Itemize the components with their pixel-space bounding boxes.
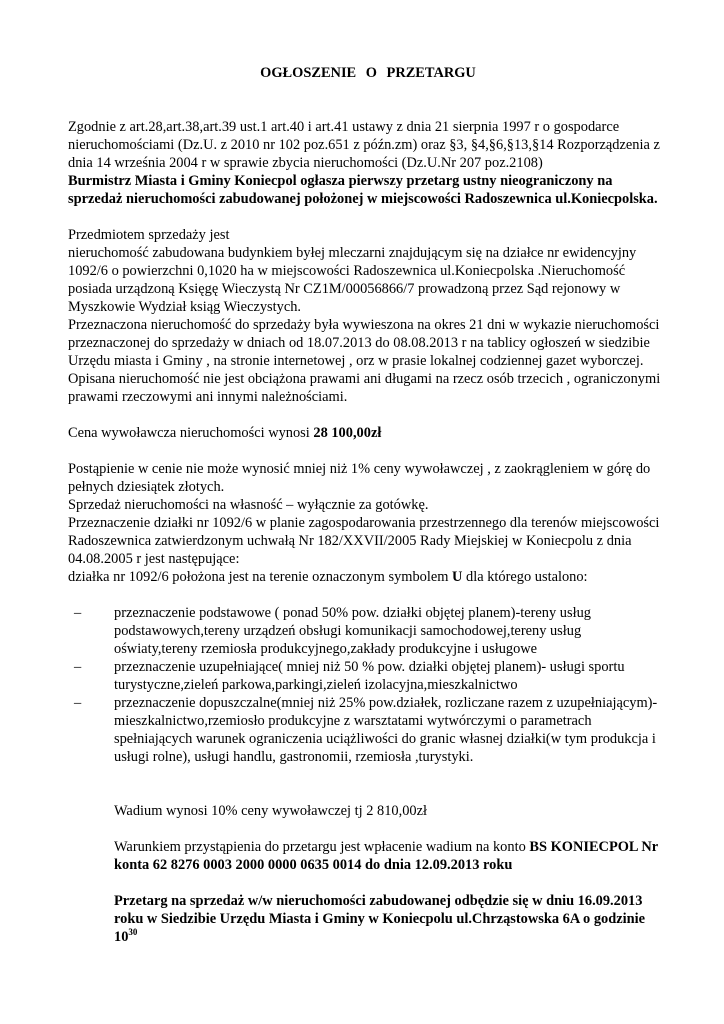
list-item: [68, 658, 668, 694]
page-title: OGŁOSZENIE O PRZETARGU: [260, 65, 476, 81]
list-item-text: przeznaczenie uzupełniające( mniej niż 50 % pow. działki objętej planem)- usługi sportu turystyczne,zieleń parkowa,parkingi,zieleń izolacyjna,mieszkalnictwo: [114, 659, 625, 693]
increment-paragraph: Postąpienie w cenie nie może wynosić mniej niż 1% ceny wywoławczej , z zaokrągleniem w górę do pełnych dziesiątek złotych.: [68, 461, 651, 495]
subject-heading: Przedmiotem sprzedaży jest: [68, 227, 230, 243]
auction-time-superscript: 30: [128, 927, 138, 937]
spacer: [68, 208, 668, 226]
document-page: [68, 64, 668, 946]
deposit-amount: Wadium wynosi 10% ceny wywoławczej tj 2 810,00zł: [114, 803, 427, 819]
zoning-paragraph: Przeznaczenie działki nr 1092/6 w planie zagospodarowania przestrzennego dla terenów miejscowości Radoszewnica zatwierdzonym uchwałą Nr 182/XXVII/2005 Rady Miejskiej w Koniecpolu z dnia 04.08.2005 r jest następujące:: [68, 515, 660, 567]
subject-description: nieruchomość zabudowana budynkiem byłej mleczarni znajdującym się na działce nr ewidencyjny 1092/6 o powierzchni 0,1020 ha w miejscowości Radoszewnica ul.Koniecpolska .Nieruchomość posiada urządzoną Księgę Wieczystą Nr CZ1M/00056866/7 prowadzoną przez Sąd rejonowy w Myszkowie Wydział ksiąg Wieczystych.: [68, 245, 637, 315]
spacer: [68, 406, 668, 424]
deposit-condition: [68, 838, 668, 874]
dash-bullet: –: [74, 659, 82, 675]
publication-paragraph: Przeznaczona nieruchomość do sprzedaży była wywieszona na okres 21 dni w wykazie nieruchomości przeznaczonej do sprzedaży w dniach od 18.07.2013 do 08.08.2013 r na tablicy ogłoszeń w siedzibie Urzędu miasta i Gminy , na stronie internetowej , orz w prasie lokalnej codziennej gazet wyborczej.: [68, 317, 660, 369]
deposit-condition-prefix: Warunkiem przystąpienia do przetargu jest wpłacenie wadium na konto: [114, 839, 530, 855]
list-item: [68, 604, 668, 658]
announcement-paragraph: [68, 172, 668, 208]
spacer: [68, 874, 668, 892]
spacer: [68, 820, 668, 838]
zoning-symbol: U: [452, 569, 463, 585]
encumbrance-paragraph: Opisana nieruchomość nie jest obciążona prawami ani długami na rzecz osób trzecich , ograniczonymi prawami rzeczowymi ani innymi należnościami.: [68, 371, 661, 405]
spacer: [68, 586, 668, 604]
deposit-account: BS KONIECPOL Nr konta 62 8276 0003 2000 0000 0635 0014 do dnia 12.09.2013 roku: [114, 839, 658, 873]
price-label: Cena wywoławcza nieruchomości wynosi: [68, 425, 314, 441]
payment-paragraph: Sprzedaż nieruchomości na własność – wyłącznie za gotówkę.: [68, 497, 429, 513]
symbol-prefix: działka nr 1092/6 położona jest na terenie oznaczonym symbolem: [68, 569, 453, 585]
zoning-list: [68, 604, 668, 766]
auction-details-text: Przetarg na sprzedaż w/w nieruchomości zabudowanej odbędzie się w dniu 16.09.2013 roku w Siedzibie Urzędu Miasta i Gminy w Koniecpolu ul.Chrząstowska 6A o godzinie 10: [114, 893, 646, 945]
price-value: 28 100,00zł: [313, 425, 382, 441]
spacer: [68, 82, 668, 118]
symbol-paragraph: [68, 568, 668, 586]
symbol-suffix: dla którego ustalono:: [462, 569, 588, 585]
auction-details: [114, 893, 645, 945]
announcement-text: Burmistrz Miasta i Gminy Koniecpol ogłasza pierwszy przetarg ustny nieograniczony na sprzedaż nieruchomości zabudowanej położonej w miejscowości Radoszewnica ul.Koniecpolska.: [68, 173, 658, 207]
list-item-text: przeznaczenie dopuszczalne(mniej niż 25% pow.działek, rozliczane razem z uzupełniającym)-mieszkalnictwo,rzemiosło produkcyjne z warsztatami wytwórczymi o parametrach spełniających warunek ograniczenia uciążliwości do granic własnej działki(w tym produkcja i usługi rolne), usługi handlu, gastronomii, rzemiosła ,turystyki.: [114, 695, 658, 765]
legal-basis-paragraph: Zgodnie z art.28,art.38,art.39 ust.1 art.40 i art.41 ustawy z dnia 21 sierpnia 1997 r o gospodarce nieruchomościami (Dz.U. z 2010 nr 102 poz.651 z późn.zm) oraz §3, §4,§6,§13,§14 Rozporządzenia z dnia 14 września 2004 r w sprawie zbycia nieruchomości (Dz.U.Nr 207 poz.2108): [68, 119, 660, 171]
auction-paragraph: [68, 892, 668, 946]
spacer: [68, 766, 668, 802]
list-item-text: przeznaczenie podstawowe ( ponad 50% pow. działki objętej planem)-tereny usług podstawowych,tereny urządzeń obsługi komunikacji samochodowej,tereny usług oświaty,tereny rzemiosła produkcyjnego,zakłady produkcyjne i usługowe: [114, 605, 591, 657]
dash-bullet: –: [74, 605, 82, 621]
spacer: [68, 442, 668, 460]
price-paragraph: [68, 424, 668, 442]
list-item: [68, 694, 668, 766]
dash-bullet: –: [74, 695, 82, 711]
